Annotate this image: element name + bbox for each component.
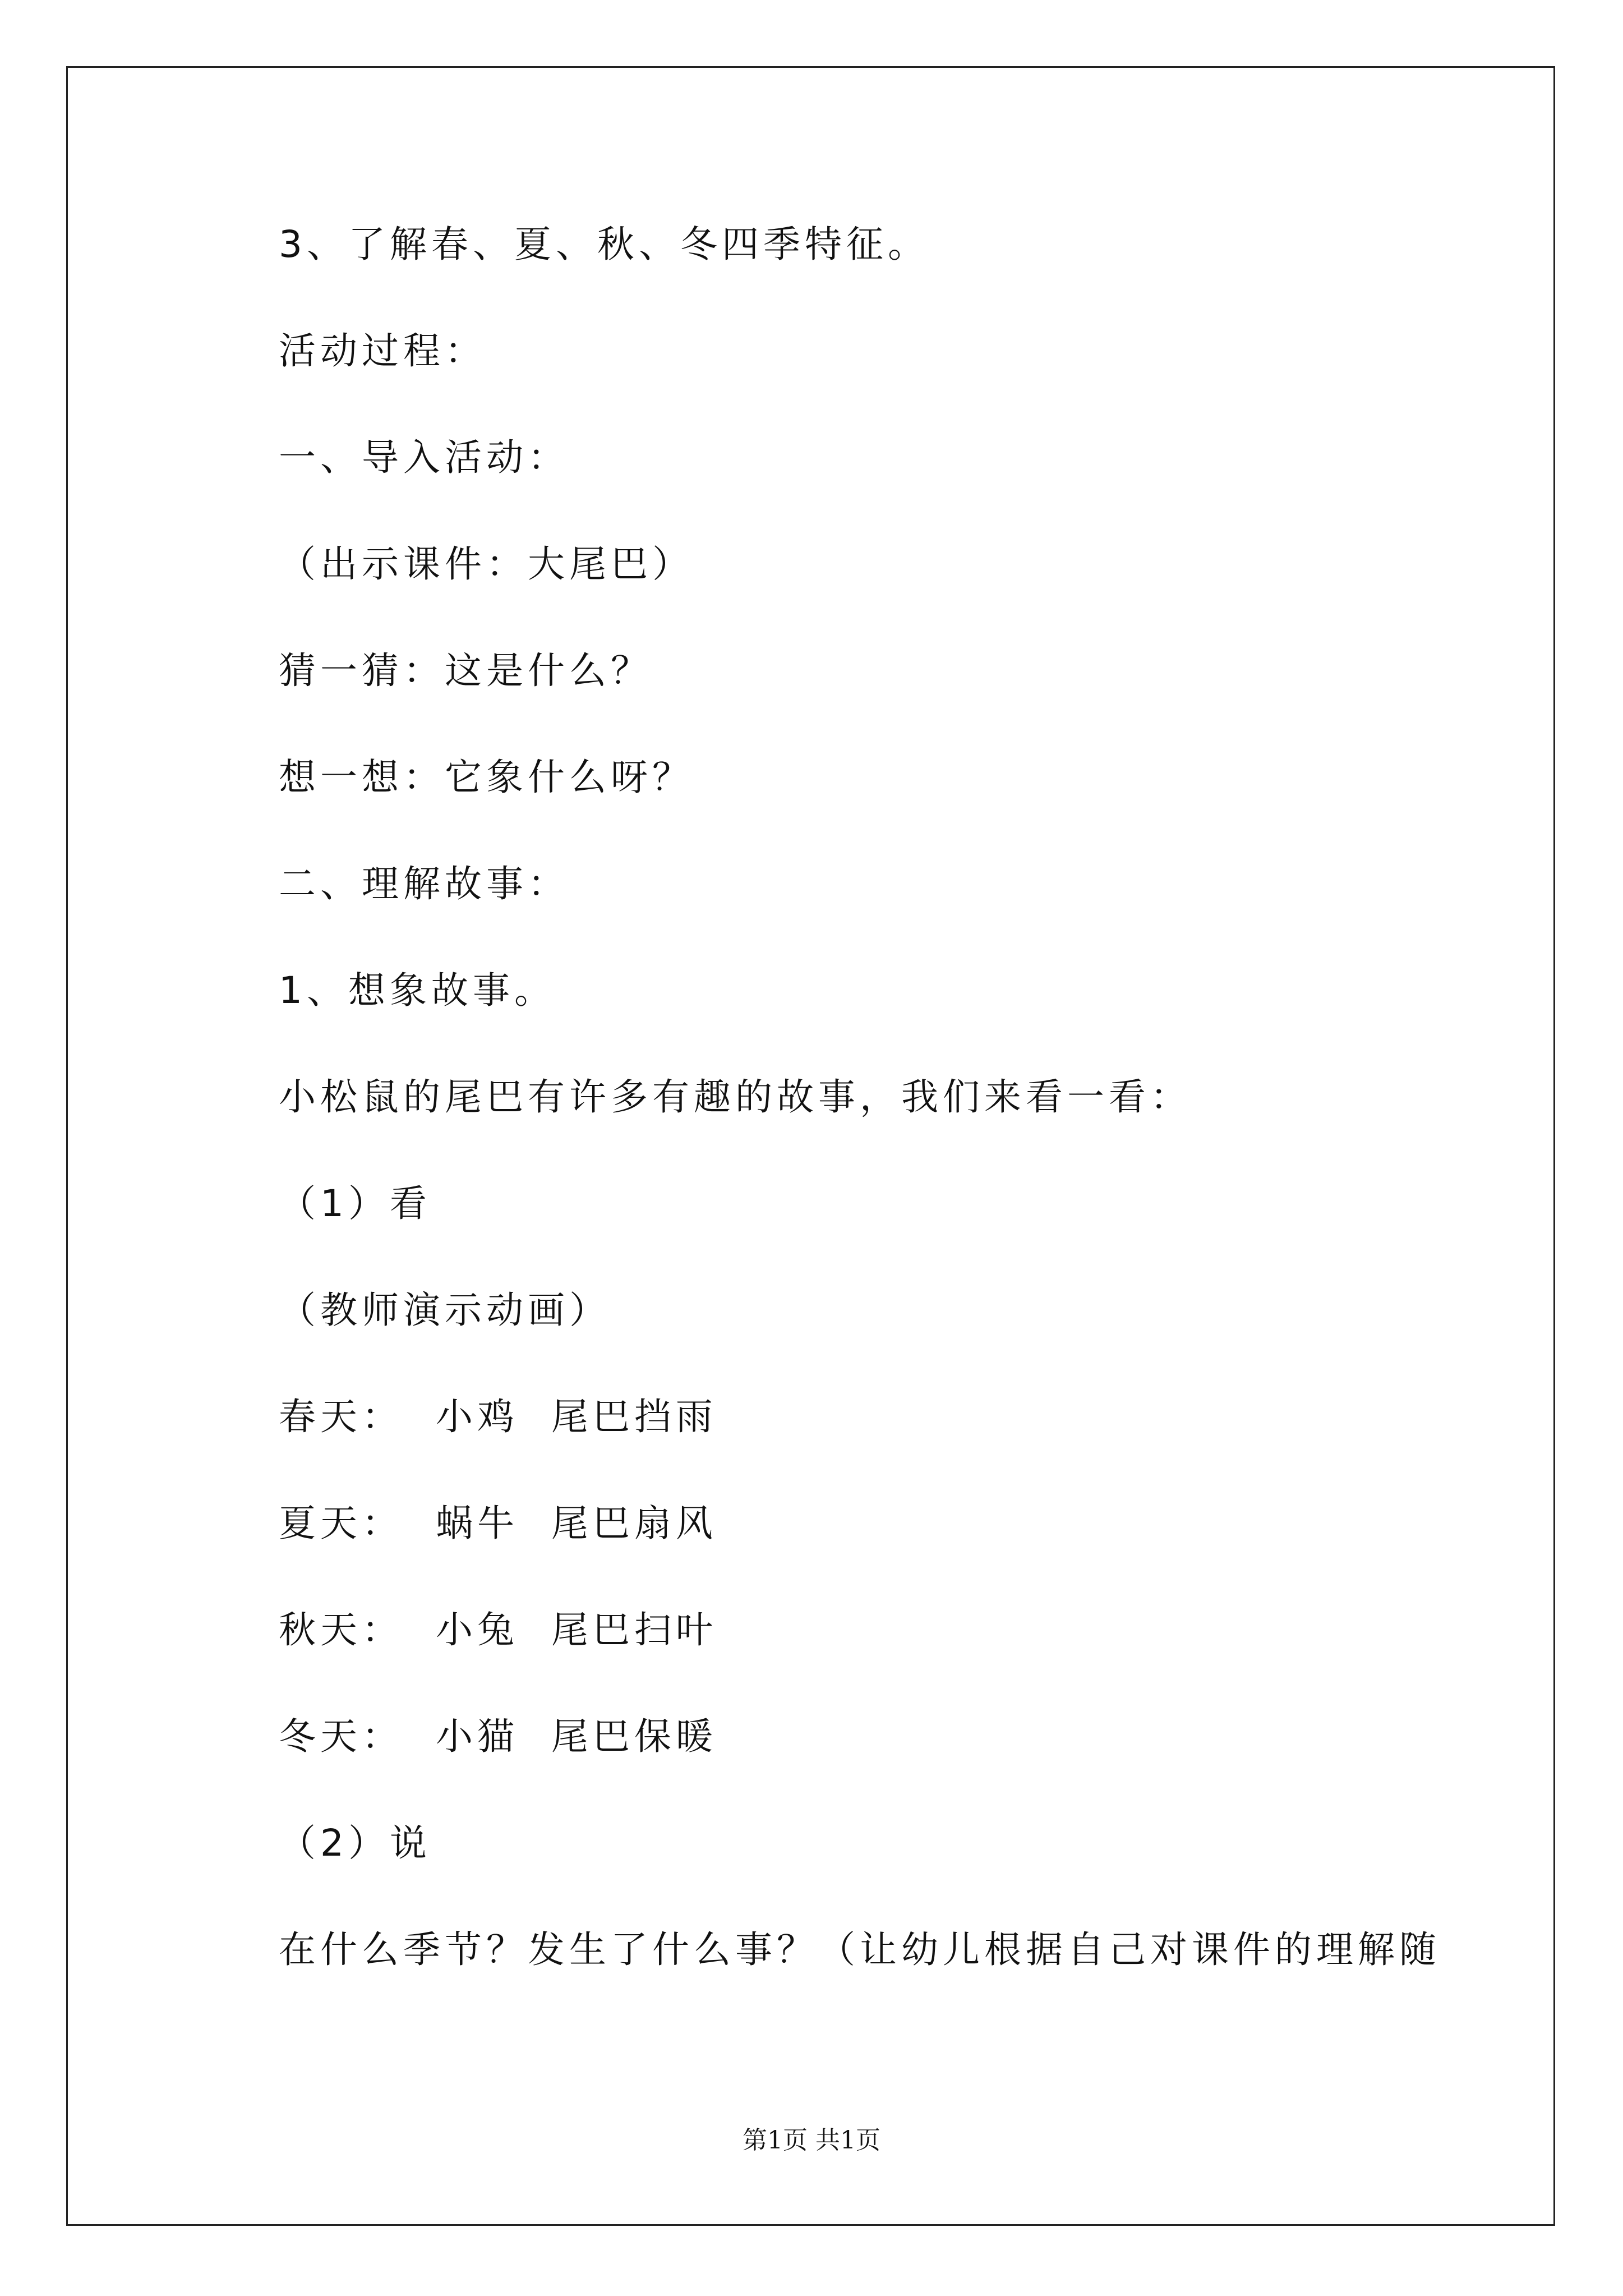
text-line: 1、想象故事。 (279, 969, 556, 1012)
text-line: 秋天： 小兔 尾巴扫叶 (279, 1608, 717, 1651)
text-line: （教师演示动画） (279, 1289, 611, 1332)
text-line: （出示课件：大尾巴） (279, 542, 694, 586)
text-line: 活动过程： (279, 329, 486, 372)
text-line: 二、理解故事： (279, 862, 569, 905)
text-line: 小松鼠的尾巴有许多有趣的故事，我们来看一看： (279, 1075, 1192, 1119)
text-line: 一、导入活动： (279, 436, 569, 479)
text-line: 想一想：它象什么呀？ (279, 756, 694, 799)
text-line: （2）说 (279, 1821, 431, 1865)
text-line: 猜一猜：这是什么？ (279, 649, 652, 692)
document-body (279, 223, 1501, 2038)
text-line: 冬天： 小猫 尾巴保暖 (279, 1715, 717, 1758)
page-footer: 第1页 共1页 (743, 2126, 880, 2155)
text-line: 在什么季节？发生了什么事？（让幼儿根据自己对课件的理解随 (279, 1928, 1441, 1971)
text-line: （1）看 (279, 1182, 431, 1225)
text-line: 3、了解春、夏、秋、冬四季特征。 (279, 223, 929, 266)
text-line: 春天： 小鸡 尾巴挡雨 (279, 1395, 717, 1438)
text-line: 夏天： 蜗牛 尾巴扇风 (279, 1502, 717, 1545)
